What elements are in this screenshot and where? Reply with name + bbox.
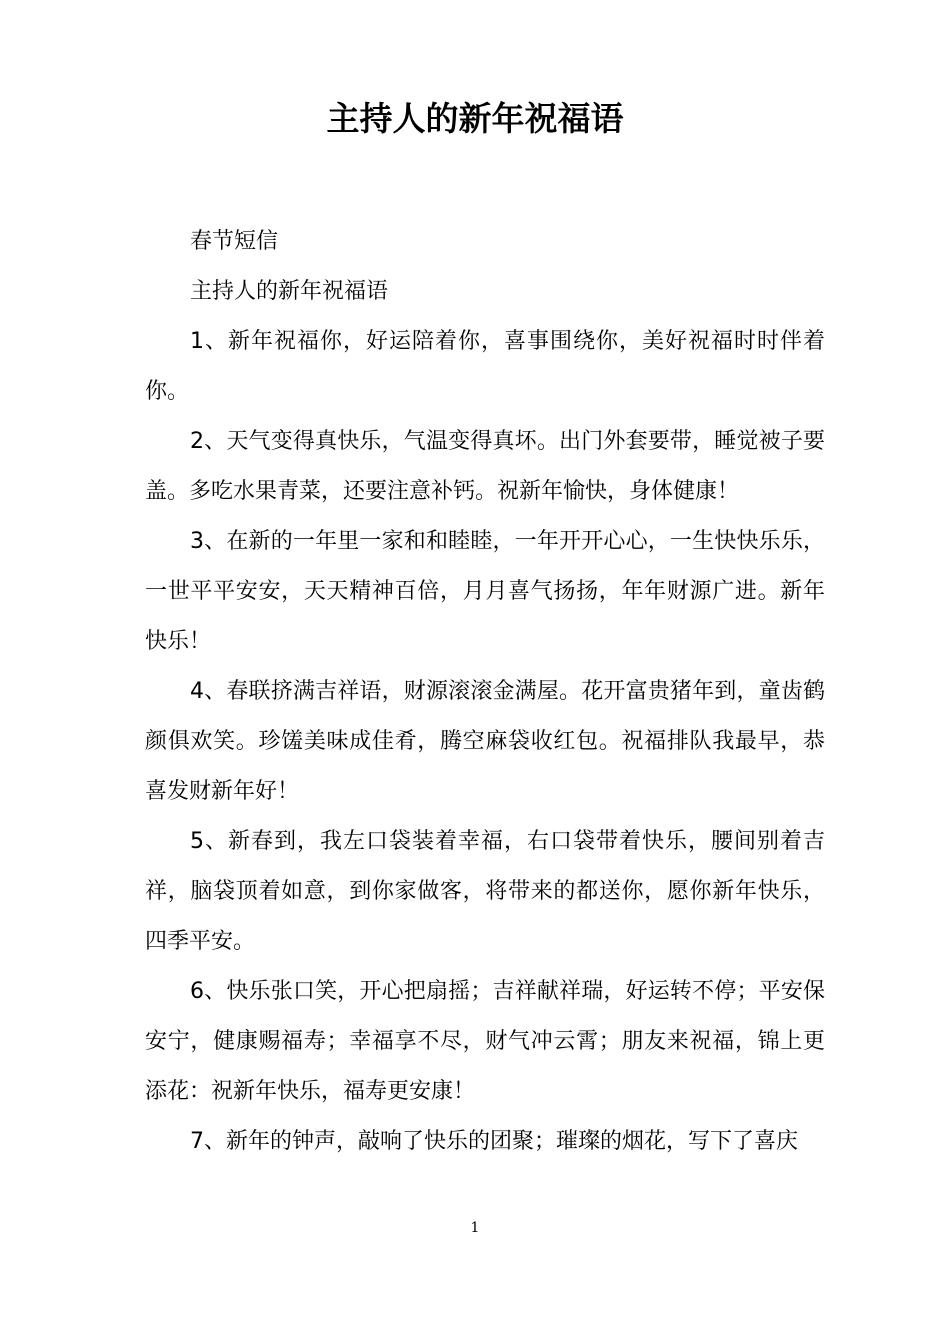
paragraph-greeting-5: 5、新春到，我左口袋装着幸福，右口袋带着快乐，腰间别着吉祥，脑袋顶着如意，到你家做客，将带来的都送你，愿你新年快乐，四季平安。 <box>145 829 825 954</box>
paragraph-greeting-1: 1、新年祝福你，好运陪着你，喜事围绕你，美好祝福时时伴着你。 <box>145 329 825 404</box>
page-number: 1 <box>470 1220 480 1236</box>
paragraph-subheading-sms: 春节短信 <box>190 229 279 254</box>
paragraph-subheading-title: 主持人的新年祝福语 <box>190 279 389 304</box>
paragraph-greeting-3: 3、在新的一年里一家和和睦睦，一年开开心心，一生快快乐乐，一世平平安安，天天精神百倍，月月喜气扬扬，年年财源广进。新年快乐！ <box>145 529 825 654</box>
paragraph-greeting-2: 2、天气变得真快乐，气温变得真坏。出门外套要带，睡觉被子要盖。多吃水果青菜，还要注意补钙。祝新年愉快，身体健康！ <box>145 429 825 504</box>
paragraph-greeting-6: 6、快乐张口笑，开心把扇摇；吉祥献祥瑞，好运转不停；平安保安宁，健康赐福寿；幸福享不尽，财气冲云霄；朋友来祝福，锦上更添花：祝新年快乐，福寿更安康！ <box>145 979 825 1104</box>
paragraph-greeting-4: 4、春联挤满吉祥语，财源滚滚金满屋。花开富贵猪年到，童齿鹤颜俱欢笑。珍馐美味成佳肴，腾空麻袋收红包。祝福排队我最早，恭喜发财新年好！ <box>145 679 825 804</box>
paragraph-greeting-7: 7、新年的钟声，敲响了快乐的团聚；璀璨的烟花，写下了喜庆 <box>190 1129 798 1154</box>
document-body <box>145 217 825 1167</box>
document-title: 主持人的新年祝福语 <box>326 99 624 138</box>
